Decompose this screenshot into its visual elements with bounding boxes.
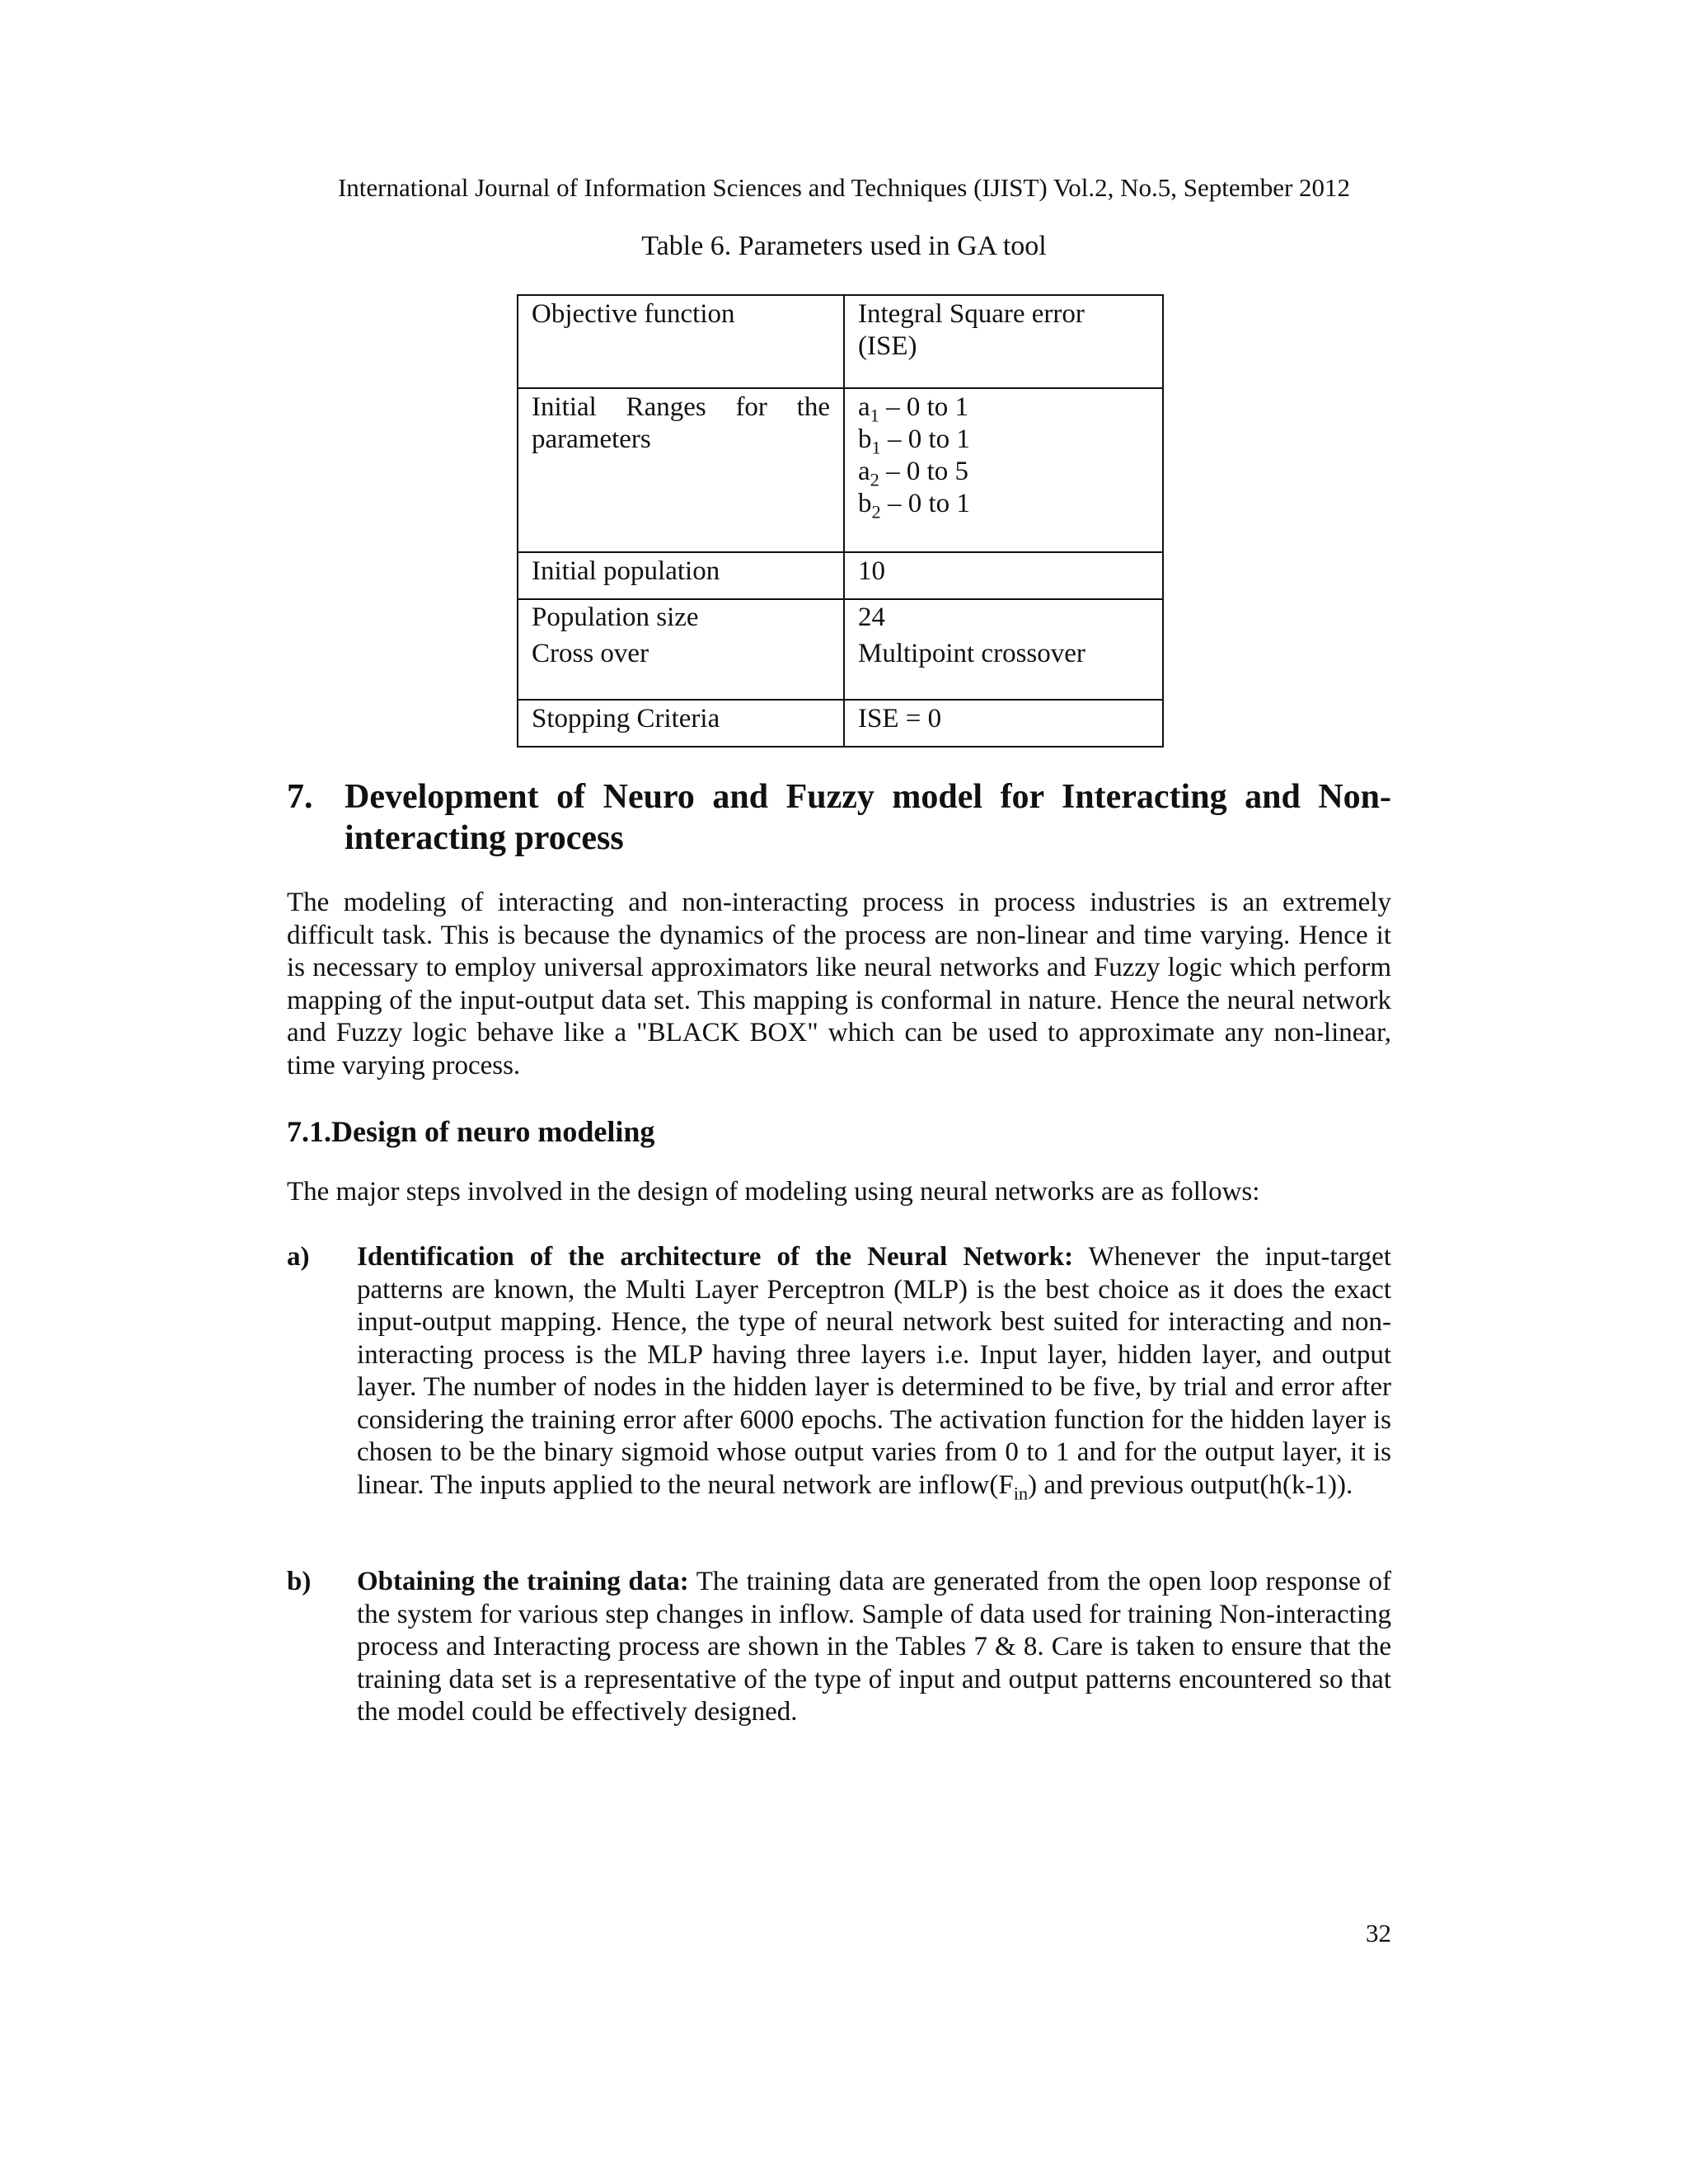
table-cell-value: [844, 599, 1163, 700]
table-row: [518, 295, 1163, 388]
table-cell-value: ISE = 0: [844, 700, 1163, 747]
table-cell-param: Initial population: [518, 552, 844, 599]
list-item-body: Identification of the architecture of the Neural Network: Whenever the input-target patterns are known, the Multi Layer Perceptron (MLP) is the best choice as it does the exact input-output mapping. Hence, the type of neural network best suited for interacting and non-interacting process is the MLP having three layers i.e. Input layer, hidden layer, and output layer. The number of nodes in the hidden layer is determined to be five, by trial and error after considering the training error after 6000 epochs. The activation function for the hidden layer is chosen to be the binary sigmoid whose output varies from 0 to 1 and for the output layer, it is linear. The inputs applied to the neural network are $inflow(F_{in})$ and previous output(h(k-1)).: [357, 1242, 1391, 1504]
value-line: 24: [858, 602, 885, 632]
param-line: Cross over: [532, 639, 649, 668]
table-cell-param: Initial Ranges for the parameters: [518, 388, 844, 552]
table-row: [518, 388, 1163, 552]
subsection-heading: 7.1.Design of neuro modeling: [287, 1115, 655, 1148]
table-row: [518, 552, 1163, 599]
section-heading: [287, 776, 1391, 859]
list-marker: a): [287, 1242, 310, 1272]
value-line: (ISE): [858, 331, 917, 361]
table-cell-value: [844, 388, 1163, 552]
range-line: $b_2 - 0$ to 1: [858, 489, 970, 523]
table-row: [518, 599, 1163, 700]
range-line: $b_1 - 0$ to 1: [858, 424, 970, 458]
table-cell-param: Objective function: [518, 295, 844, 388]
page-number: 32: [1366, 1919, 1391, 1947]
list-item-lead: Identification of the architecture of the Neural Network:: [357, 1242, 1074, 1272]
value-line: Integral Square error: [858, 299, 1085, 329]
list-marker: b): [287, 1567, 312, 1596]
section-paragraph: The modeling of interacting and non-interacting process in process industries is an extremely difficult task. This is because the dynamics of the process are non-linear and time varying. Hence it is necessary to employ universal approximators like neural networks and Fuzzy logic which perform mapping of the input-output data set. This mapping is conformal in nature. Hence the neural network and Fuzzy logic behave like a "BLACK BOX" which can be used to approximate any non-linear, time varying process.: [287, 888, 1391, 1080]
param-line: Population size: [532, 602, 699, 632]
table-row: [518, 700, 1163, 747]
list-item-body: Obtaining the training data: The training data are generated from the open loop response of the system for various step changes in inflow. Sample of data used for training Non-interacting process and Interacting process are shown in the Tables 7 & 8. Care is taken to ensure that the training data set is a representative of the type of input and output patterns encountered so that the model could be effectively designed.: [357, 1567, 1392, 1727]
table-cell-value: 10: [844, 552, 1163, 599]
table-cell-value: [844, 295, 1163, 388]
value-line: Multipoint crossover: [858, 639, 1085, 668]
table-cell-param: [518, 599, 844, 700]
table-cell-param: Stopping Criteria: [518, 700, 844, 747]
list-item: [287, 1566, 1391, 1729]
subsection-intro: The major steps involved in the design of modeling using neural networks are as follows:: [287, 1177, 1260, 1207]
range-line: $a_1 - 0$ to 1: [858, 392, 969, 426]
list-item-lead: Obtaining the training data:: [357, 1567, 689, 1596]
section-number: 7.: [287, 778, 313, 816]
section-title: Development of Neuro and Fuzzy model for Interacting and Non-interacting process: [345, 778, 1391, 857]
list-item: [287, 1241, 1391, 1502]
range-line: $a_2 - 0$ to 5: [858, 457, 969, 490]
parameters-table: [517, 294, 1164, 748]
running-header: International Journal of Information Sciences and Techniques (IJIST) Vol.2, No.5, September 2012: [337, 173, 1351, 202]
table-caption: Table 6. Parameters used in GA tool: [641, 231, 1047, 261]
